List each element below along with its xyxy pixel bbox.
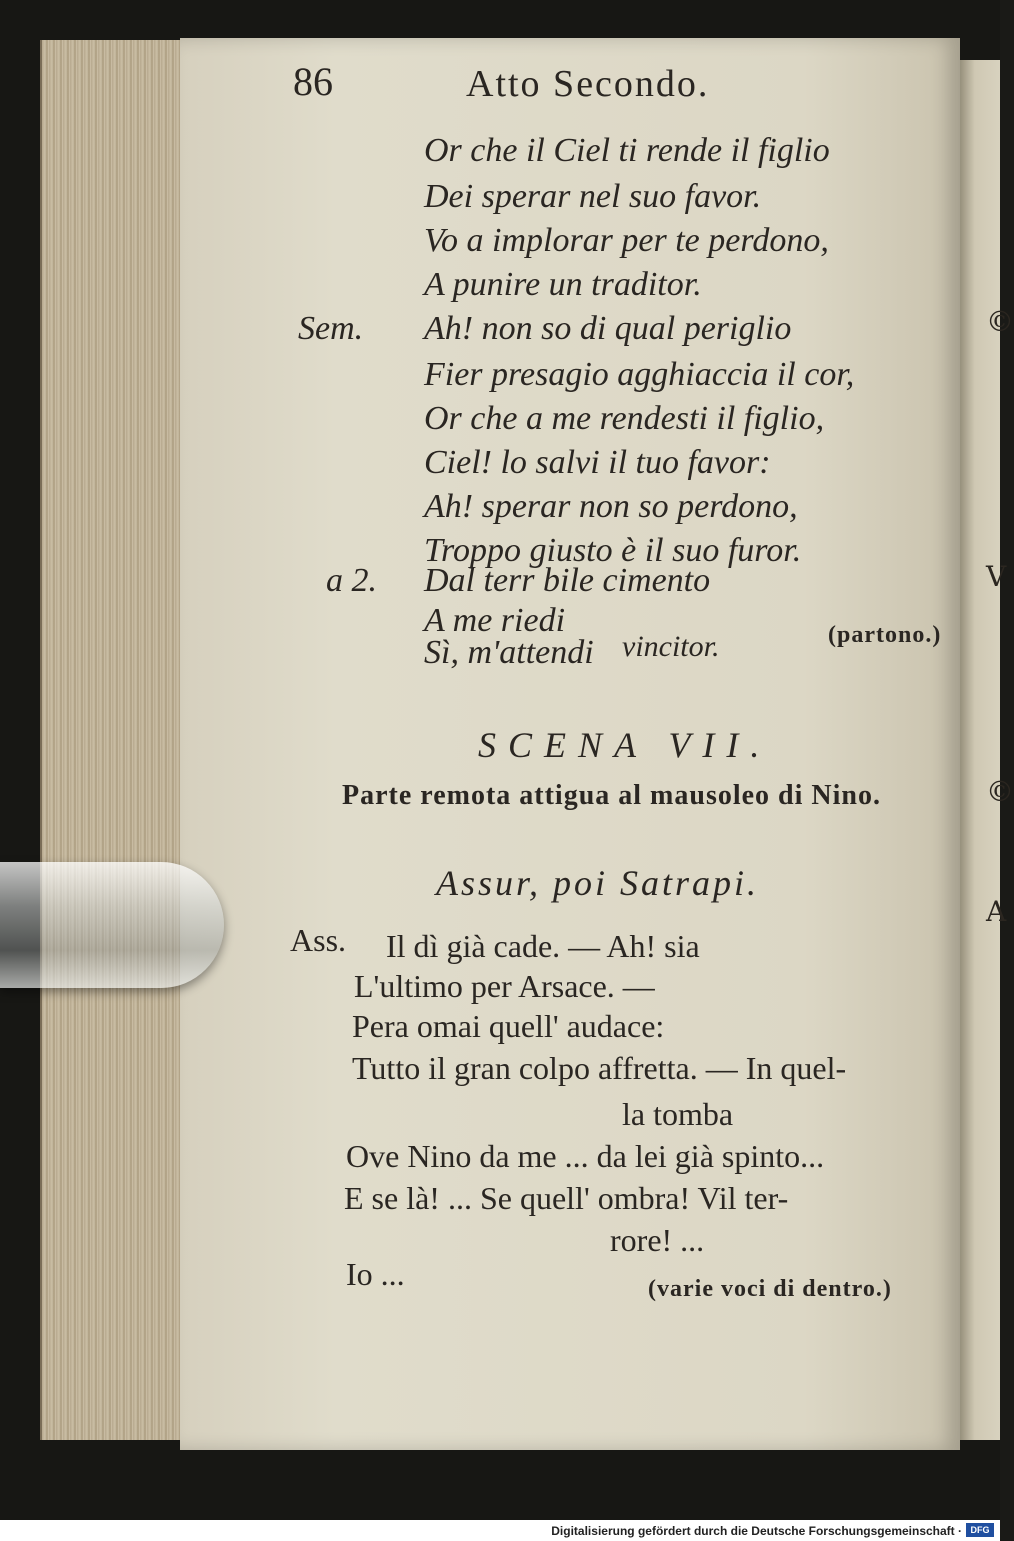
- verse-line: Tutto il gran colpo affretta. — In quel-: [352, 1050, 847, 1086]
- verse-line: Ove Nino da me ... da lei già spinto...: [346, 1138, 825, 1174]
- verse-line: Dal terr bile cimento: [424, 562, 711, 599]
- verse-line: Il dì già cade. — Ah! sia: [386, 928, 700, 964]
- page-edges: [40, 40, 192, 1440]
- next-page-glyph: ©: [986, 305, 1014, 338]
- next-page-glyph: V: [986, 560, 1007, 593]
- verse-line: Ciel! lo salvi il tuo favor:: [424, 444, 771, 481]
- verse-line: L'ultimo per Arsace. —: [354, 968, 655, 1004]
- verse-line: Ah! sperar non so perdono,: [424, 488, 798, 525]
- verse-line: Ah! non so di qual periglio: [424, 310, 792, 347]
- page-number: 86: [293, 59, 333, 104]
- next-page-glyph: A: [986, 895, 1007, 928]
- stage-direction: (partono.): [828, 622, 942, 648]
- next-page-edge: [958, 60, 1000, 1440]
- footer-credit: Digitalisierung gefördert durch die Deutsche Forschungsgemeinschaft ·: [551, 1524, 962, 1538]
- verse-line: Vo a implorar per te perdono,: [424, 222, 829, 259]
- verse-line: Sì, m'attendi: [424, 634, 594, 671]
- footer-bar: [0, 1520, 1000, 1541]
- verse-line: A me riedi: [424, 602, 566, 639]
- scene-title: SCENA VII.: [478, 725, 772, 765]
- verse-line: Pera omai quell' audace:: [352, 1008, 665, 1044]
- verse-line: Io ...: [346, 1256, 405, 1292]
- scene-setting: Parte remota attigua al mausoleo di Nino.: [342, 780, 881, 811]
- speaker-a2: a 2.: [326, 562, 377, 599]
- glass-page-holder: [0, 862, 224, 988]
- verse-line: rore! ...: [610, 1222, 705, 1258]
- verse-line: A punire un traditor.: [424, 266, 702, 303]
- verse-line: Or che il Ciel ti rende il figlio: [424, 132, 830, 169]
- dfg-logo: DFG: [966, 1523, 994, 1537]
- verse-line: Dei sperar nel suo favor.: [424, 178, 762, 215]
- next-page-glyph: ©: [986, 775, 1014, 808]
- running-head: Atto Secondo.: [466, 63, 710, 105]
- scene-characters: Assur, poi Satrapi.: [436, 863, 760, 903]
- verse-line: Troppo giusto è il suo furor.: [424, 532, 802, 569]
- stage-direction: (varie voci di dentro.): [648, 1276, 892, 1302]
- verse-line: E se là! ... Se quell' ombra! Vil ter-: [344, 1180, 789, 1216]
- verse-line: Fier presagio agghiaccia il cor,: [424, 356, 855, 393]
- speaker-sem: Sem.: [298, 310, 364, 347]
- verse-line: la tomba: [622, 1096, 734, 1132]
- speaker-ass: Ass.: [290, 922, 347, 958]
- verse-line: Or che a me rendesti il figlio,: [424, 400, 825, 437]
- verse-line: vincitor.: [622, 630, 720, 663]
